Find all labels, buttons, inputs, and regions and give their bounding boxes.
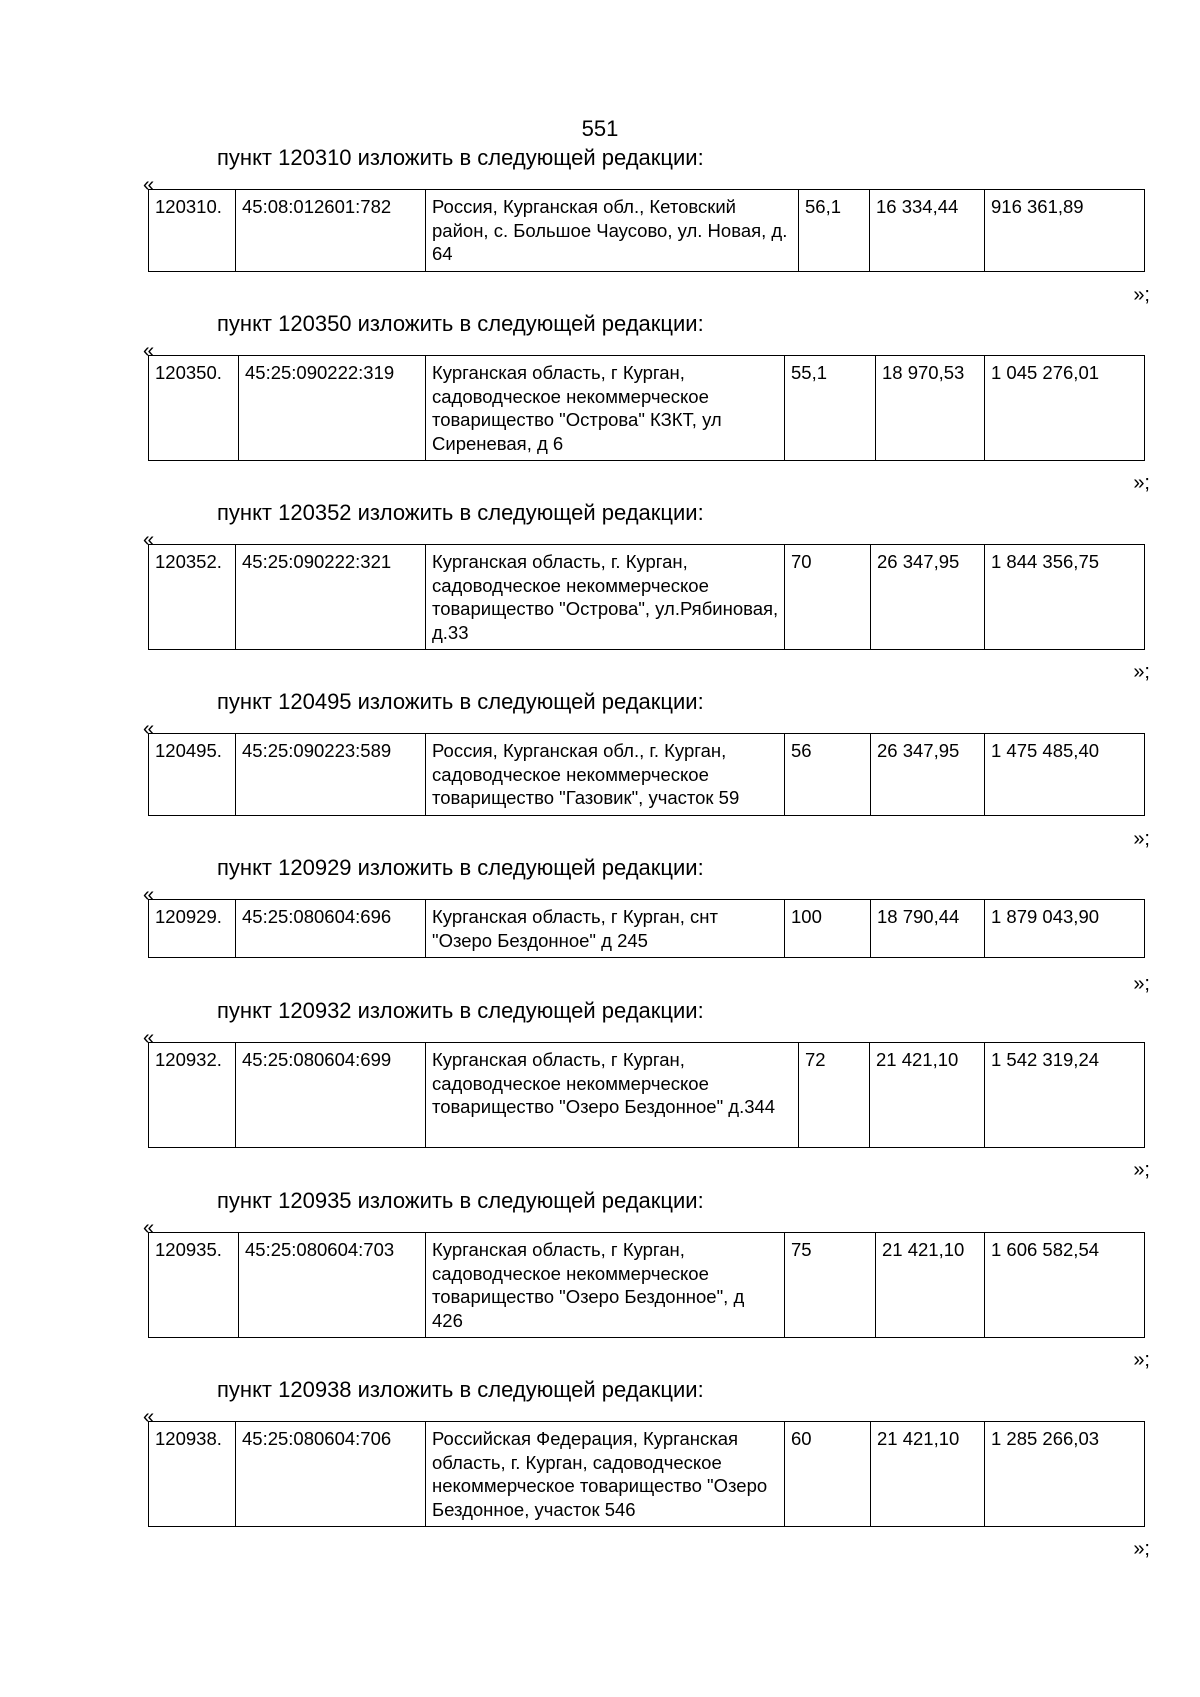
close-quote: »;: [1133, 828, 1150, 850]
value-cell: 1 844 356,75: [985, 545, 1145, 650]
entry-table: [148, 1232, 1145, 1338]
item-number-cell: 120929.: [149, 900, 236, 958]
entry-table: [148, 899, 1145, 958]
table-row: [149, 1233, 1145, 1338]
item-number-cell: 120932.: [149, 1043, 236, 1148]
entry-table: [148, 1421, 1145, 1527]
cadastral-number-cell: 45:25:080604:706: [236, 1422, 426, 1527]
section-heading: пункт 120929 изложить в следующей редакции:: [217, 855, 704, 880]
item-number-cell: 120350.: [149, 356, 239, 461]
section-heading: пункт 120932 изложить в следующей редакции:: [217, 998, 704, 1023]
section-heading: пункт 120352 изложить в следующей редакции:: [217, 500, 704, 525]
close-quote: »;: [1133, 1159, 1150, 1181]
table-row: [149, 356, 1145, 461]
cadastral-number-cell: 45:25:090222:321: [236, 545, 426, 650]
price-cell: 18 790,44: [871, 900, 985, 958]
entry-table: [148, 544, 1145, 650]
entry-table: [148, 1042, 1145, 1148]
item-number-cell: 120310.: [149, 190, 236, 272]
item-number-cell: 120352.: [149, 545, 236, 650]
cadastral-number-cell: 45:25:080604:703: [239, 1233, 426, 1338]
price-cell: 26 347,95: [871, 545, 985, 650]
area-cell: 72: [799, 1043, 870, 1148]
area-cell: 100: [785, 900, 871, 958]
close-quote: »;: [1133, 661, 1150, 683]
open-quote: «: [143, 884, 155, 906]
page-number: 551: [581, 116, 619, 141]
section-heading: пункт 120310 изложить в следующей редакции:: [217, 145, 704, 170]
table-row: [149, 1043, 1145, 1148]
table-row: [149, 1422, 1145, 1527]
close-quote: »;: [1133, 284, 1150, 306]
open-quote: «: [143, 718, 155, 740]
close-quote: »;: [1133, 1349, 1150, 1371]
item-number-cell: 120935.: [149, 1233, 239, 1338]
section-heading: пункт 120938 изложить в следующей редакции:: [217, 1377, 704, 1402]
section-heading: пункт 120935 изложить в следующей редакции:: [217, 1188, 704, 1213]
price-cell: 21 421,10: [870, 1043, 985, 1148]
address-cell: Россия, Курганская обл., г. Курган, садоводческое некоммерческое товарищество "Газовик", участок 59: [426, 734, 785, 816]
area-cell: 56: [785, 734, 871, 816]
address-cell: Россия, Курганская обл., Кетовский район, с. Большое Чаусово, ул. Новая, д. 64: [426, 190, 799, 272]
price-cell: 21 421,10: [876, 1233, 985, 1338]
section-heading: пункт 120350 изложить в следующей редакции:: [217, 311, 704, 336]
cadastral-number-cell: 45:25:080604:696: [236, 900, 426, 958]
value-cell: 916 361,89: [985, 190, 1145, 272]
price-cell: 18 970,53: [876, 356, 985, 461]
table-row: [149, 545, 1145, 650]
open-quote: «: [143, 1027, 155, 1049]
entry-table: [148, 189, 1145, 272]
area-cell: 55,1: [785, 356, 876, 461]
section-heading: пункт 120495 изложить в следующей редакции:: [217, 689, 704, 714]
value-cell: 1 606 582,54: [985, 1233, 1145, 1338]
open-quote: «: [143, 174, 155, 196]
cadastral-number-cell: 45:25:090223:589: [236, 734, 426, 816]
entry-table: [148, 355, 1145, 461]
address-cell: Курганская область, г. Курган, садоводческое некоммерческое товарищество "Острова", ул.Рябиновая, д.33: [426, 545, 785, 650]
close-quote: »;: [1133, 1538, 1150, 1560]
area-cell: 70: [785, 545, 871, 650]
address-cell: Курганская область, г Курган, садоводческое некоммерческое товарищество "Озеро Бездонное", д 426: [426, 1233, 785, 1338]
address-cell: Курганская область, г Курган, садоводческое некоммерческое товарищество "Озеро Бездонное" д.344: [426, 1043, 799, 1148]
cadastral-number-cell: 45:25:080604:699: [236, 1043, 426, 1148]
close-quote: »;: [1133, 472, 1150, 494]
price-cell: 16 334,44: [870, 190, 985, 272]
table-row: [149, 190, 1145, 272]
area-cell: 60: [785, 1422, 871, 1527]
address-cell: Курганская область, г Курган, садоводческое некоммерческое товарищество "Острова" КЗКТ, ул Сиреневая, д 6: [426, 356, 785, 461]
value-cell: 1 045 276,01: [985, 356, 1145, 461]
open-quote: «: [143, 529, 155, 551]
address-cell: Российская Федерация, Курганская область, г. Курган, садоводческое некоммерческое товарищество "Озеро Бездонное, участок 546: [426, 1422, 785, 1527]
entry-table: [148, 733, 1145, 816]
open-quote: «: [143, 1406, 155, 1428]
item-number-cell: 120495.: [149, 734, 236, 816]
open-quote: «: [143, 340, 155, 362]
price-cell: 26 347,95: [871, 734, 985, 816]
table-row: [149, 900, 1145, 958]
area-cell: 56,1: [799, 190, 870, 272]
item-number-cell: 120938.: [149, 1422, 236, 1527]
value-cell: 1 879 043,90: [985, 900, 1145, 958]
table-row: [149, 734, 1145, 816]
value-cell: 1 475 485,40: [985, 734, 1145, 816]
close-quote: »;: [1133, 973, 1150, 995]
price-cell: 21 421,10: [871, 1422, 985, 1527]
open-quote: «: [143, 1217, 155, 1239]
cadastral-number-cell: 45:08:012601:782: [236, 190, 426, 272]
value-cell: 1 542 319,24: [985, 1043, 1145, 1148]
area-cell: 75: [785, 1233, 876, 1338]
cadastral-number-cell: 45:25:090222:319: [239, 356, 426, 461]
address-cell: Курганская область, г Курган, снт "Озеро Бездонное" д 245: [426, 900, 785, 958]
value-cell: 1 285 266,03: [985, 1422, 1145, 1527]
